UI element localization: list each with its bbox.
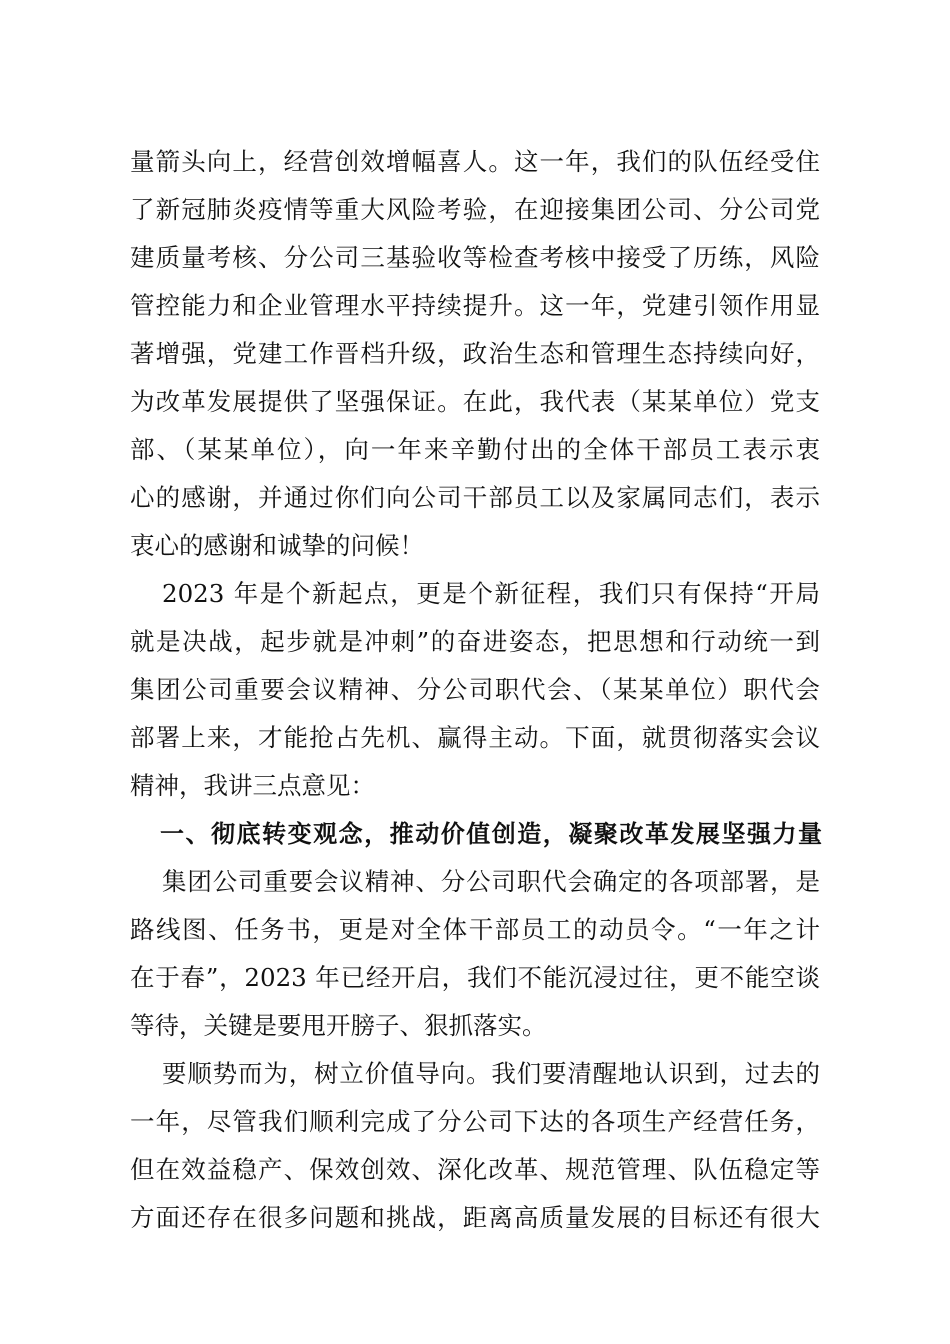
- paragraph-line: 精神，我讲三点意见：: [130, 771, 375, 800]
- paragraph-line: 要顺势而为，树立价值导向。我们要清醒地认识到，过去的: [162, 1059, 820, 1088]
- paragraph-line: 部、（某某单位），向一年来辛勤付出的全体干部员工表示衷: [130, 435, 820, 464]
- paragraph-line: 集团公司重要会议精神、分公司职代会确定的各项部署，是: [162, 867, 820, 896]
- paragraph-line: 建质量考核、分公司三基验收等检查考核中接受了历练，风险: [130, 243, 820, 272]
- paragraph-line: 衷心的感谢和诚挚的问候！: [130, 531, 424, 560]
- paragraph-line: 就是决战，起步就是冲刺”的奋进姿态，把思想和行动统一到: [130, 627, 820, 656]
- paragraph-line: 量箭头向上，经营创效增幅喜人。这一年，我们的队伍经受住: [130, 147, 820, 176]
- paragraph-line: 为改革发展提供了坚强保证。在此，我代表（某某单位）党支: [130, 387, 820, 416]
- paragraph-line: 集团公司重要会议精神、分公司职代会、（某某单位）职代会: [130, 675, 820, 704]
- paragraph-line: 管控能力和企业管理水平持续提升。这一年，党建引领作用显: [130, 291, 820, 320]
- paragraph-line: 方面还存在很多问题和挑战，距离高质量发展的目标还有很大: [130, 1203, 820, 1232]
- paragraph-line: 了新冠肺炎疫情等重大风险考验，在迎接集团公司、分公司党: [130, 195, 820, 224]
- paragraph-line: 等待，关键是要甩开膀子、狠抓落实。: [130, 1011, 547, 1040]
- paragraph-line: 部署上来，才能抢占先机、赢得主动。下面，就贯彻落实会议: [130, 723, 820, 752]
- paragraph-line: 路线图、任务书，更是对全体干部员工的动员令。“一年之计: [130, 915, 820, 944]
- paragraph-line: 心的感谢，并通过你们向公司干部员工以及家属同志们，表示: [130, 483, 820, 512]
- section-heading: 一、彻底转变观念，推动价值创造，凝聚改革发展坚强力量: [160, 820, 822, 848]
- paragraph-line: 一年，尽管我们顺利完成了分公司下达的各项生产经营任务，: [130, 1107, 820, 1136]
- paragraph-line: 著增强，党建工作晋档升级，政治生态和管理生态持续向好，: [130, 339, 820, 368]
- paragraph-line: 2023 年是个新起点，更是个新征程，我们只有保持“开局: [162, 579, 820, 608]
- paragraph-line: 但在效益稳产、保效创效、深化改革、规范管理、队伍稳定等: [130, 1155, 820, 1184]
- paragraph-line: 在于春”，2023 年已经开启，我们不能沉浸过往，更不能空谈: [130, 963, 820, 992]
